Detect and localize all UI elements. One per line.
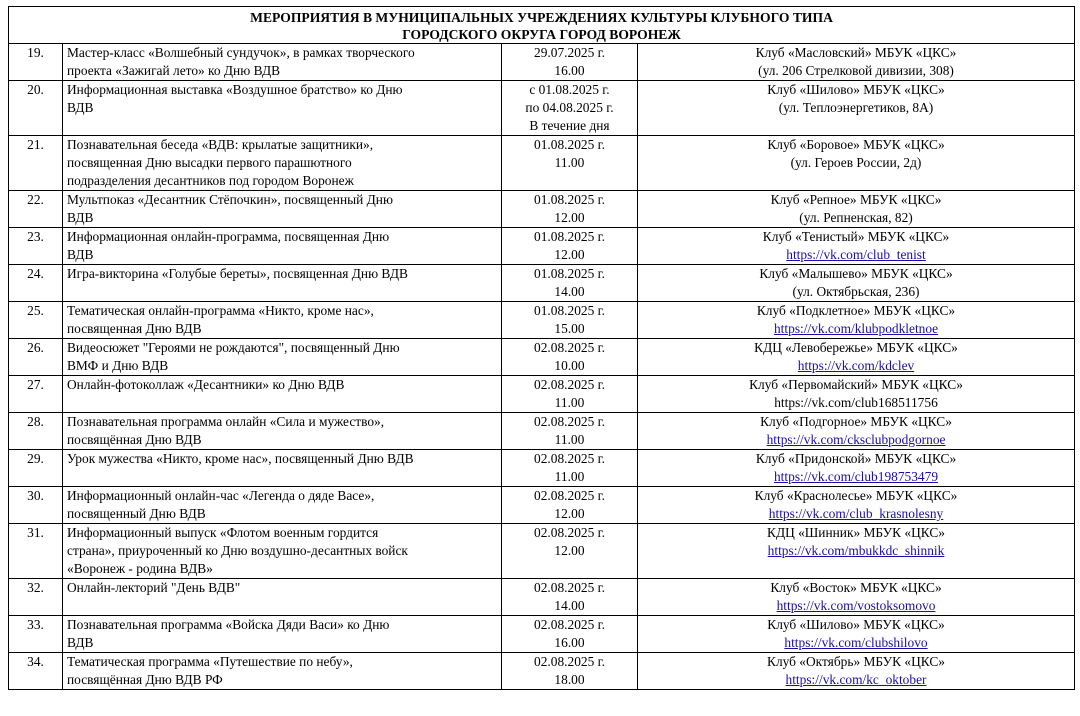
event-date-cell: [502, 413, 638, 450]
venue-name: Клуб «Тенистый» МБУК «ЦКС»: [762, 229, 950, 244]
venue-cell: [638, 653, 1075, 690]
event-name-line: Познавательная беседа «ВДВ: крылатые защитники»,: [67, 137, 374, 152]
event-date-cell: [502, 265, 638, 302]
event-name-line: Познавательная программа онлайн «Сила и мужество»,: [67, 414, 385, 429]
event-name-line: Игра-викторина «Голубые береты», посвященная Дню ВДВ: [67, 266, 408, 281]
event-date-cell: [502, 136, 638, 191]
event-date-line: 02.08.2025 г.: [534, 488, 605, 503]
table-row: [9, 339, 1075, 376]
venue-cell: [638, 616, 1075, 653]
table-header-row: [9, 7, 1075, 44]
event-name-line: проекта «Зажигай лето» ко Дню ВДВ: [67, 63, 281, 78]
event-name-line: ВДВ: [67, 100, 94, 115]
event-date-line: 01.08.2025 г.: [534, 303, 605, 318]
event-name-line: посвященная Дню ВДВ: [67, 321, 202, 336]
event-date-line: 02.08.2025 г.: [534, 617, 605, 632]
event-name-cell: [63, 376, 502, 413]
venue-cell: [638, 524, 1075, 579]
event-date-line: 12.00: [554, 543, 585, 558]
event-name-cell: [63, 81, 502, 136]
event-date-line: 12.00: [554, 247, 585, 262]
table-row: [9, 450, 1075, 487]
venue-link[interactable]: https://vk.com/club_krasnolesny: [768, 506, 944, 521]
event-date-line: 01.08.2025 г.: [534, 137, 605, 152]
venue-cell: [638, 228, 1075, 265]
event-name-line: Тематическая программа «Путешествие по небу»,: [67, 654, 353, 669]
event-name-cell: [63, 579, 502, 616]
event-name-line: Информационная онлайн-программа, посвященная Дню: [67, 229, 390, 244]
event-date-line: 02.08.2025 г.: [534, 414, 605, 429]
row-number: 34.: [9, 653, 63, 690]
venue-link[interactable]: https://vk.com/cksclubpodgornoe: [766, 432, 946, 447]
event-date-cell: [502, 228, 638, 265]
event-name-cell: [63, 339, 502, 376]
venue-address: (ул. Репненская, 82): [799, 210, 913, 225]
table-row: [9, 579, 1075, 616]
venue-cell: [638, 339, 1075, 376]
venue-link[interactable]: https://vk.com/kc_oktober: [785, 672, 927, 687]
event-name-line: Информационная выставка «Воздушное братство» ко Дню: [67, 82, 403, 97]
event-name-line: Урок мужества «Никто, кроме нас», посвященный Дню ВДВ: [67, 451, 414, 466]
row-number: 33.: [9, 616, 63, 653]
venue-cell: [638, 136, 1075, 191]
event-name-cell: [63, 136, 502, 191]
venue-cell: [638, 265, 1075, 302]
event-date-line: 02.08.2025 г.: [534, 580, 605, 595]
venue-cell: [638, 191, 1075, 228]
event-name-line: ВДВ: [67, 247, 94, 262]
venue-link[interactable]: https://vk.com/clubshilovo: [784, 635, 928, 650]
venue-name: Клуб «Шилово» МБУК «ЦКС»: [767, 617, 945, 632]
venue-address: (ул. Героев России, 2д): [790, 155, 922, 170]
venue-cell: [638, 302, 1075, 339]
table-row: [9, 524, 1075, 579]
event-date-line: 14.00: [554, 284, 585, 299]
row-number: 27.: [9, 376, 63, 413]
event-date-cell: [502, 302, 638, 339]
venue-cell: [638, 487, 1075, 524]
venue-link[interactable]: https://vk.com/mbukkdc_shinnik: [767, 543, 945, 558]
table-row: [9, 265, 1075, 302]
event-date-cell: [502, 524, 638, 579]
venue-address: (ул. 206 Стрелковой дивизии, 308): [758, 63, 954, 78]
event-date-cell: [502, 81, 638, 136]
event-date-line: В течение дня: [529, 118, 610, 133]
row-number: 22.: [9, 191, 63, 228]
venue-address: https://vk.com/club168511756: [774, 395, 938, 410]
event-name-line: посвященная Дню высадки первого парашютного: [67, 155, 352, 170]
venue-name: Клуб «Малышево» МБУК «ЦКС»: [759, 266, 953, 281]
event-date-line: 11.00: [554, 155, 585, 170]
event-name-line: ВДВ: [67, 635, 94, 650]
event-date-cell: [502, 653, 638, 690]
venue-name: Клуб «Краснолесье» МБУК «ЦКС»: [754, 488, 958, 503]
table-row: [9, 653, 1075, 690]
event-name-cell: [63, 524, 502, 579]
event-name-line: посвящённая Дню ВДВ: [67, 432, 202, 447]
table-row: [9, 228, 1075, 265]
event-name-cell: [63, 450, 502, 487]
table-row: [9, 376, 1075, 413]
venue-name: Клуб «Шилово» МБУК «ЦКС»: [767, 82, 945, 97]
event-name-line: подразделения десантников под городом Воронеж: [67, 173, 354, 188]
event-name-line: посвященный Дню ВДВ: [67, 506, 206, 521]
row-number: 31.: [9, 524, 63, 579]
event-name-line: страна», приуроченный ко Дню воздушно-десантных войск: [67, 543, 408, 558]
row-number: 25.: [9, 302, 63, 339]
event-date-line: 15.00: [554, 321, 585, 336]
venue-name: КДЦ «Левобережье» МБУК «ЦКС»: [754, 340, 958, 355]
events-table: [8, 6, 1075, 690]
event-date-line: 02.08.2025 г.: [534, 340, 605, 355]
event-date-line: 02.08.2025 г.: [534, 654, 605, 669]
event-date-line: 16.00: [554, 635, 585, 650]
row-number: 32.: [9, 579, 63, 616]
event-name-cell: [63, 413, 502, 450]
event-date-cell: [502, 450, 638, 487]
row-number: 23.: [9, 228, 63, 265]
event-name-cell: [63, 616, 502, 653]
title-line-1: МЕРОПРИЯТИЯ В МУНИЦИПАЛЬНЫХ УЧРЕЖДЕНИЯХ КУЛЬТУРЫ КЛУБНОГО ТИПА: [250, 10, 833, 25]
event-date-line: 29.07.2025 г.: [534, 45, 605, 60]
venue-link[interactable]: https://vk.com/club198753479: [773, 469, 939, 484]
event-date-line: 11.00: [554, 469, 585, 484]
event-date-line: с 01.08.2025 г.: [529, 82, 610, 97]
event-date-line: по 04.08.2025 г.: [525, 100, 614, 115]
event-name-line: ВМФ и Дню ВДВ: [67, 358, 169, 373]
venue-link[interactable]: https://vk.com/club_tenist: [786, 247, 926, 262]
venue-name: Клуб «Восток» МБУК «ЦКС»: [770, 580, 942, 595]
venue-link[interactable]: https://vk.com/kdclev: [797, 358, 915, 373]
event-date-line: 01.08.2025 г.: [534, 266, 605, 281]
event-name-line: Тематическая онлайн-программа «Никто, кроме нас»,: [67, 303, 374, 318]
venue-cell: [638, 44, 1075, 81]
event-date-line: 02.08.2025 г.: [534, 451, 605, 466]
event-date-cell: [502, 579, 638, 616]
event-name-line: Информационный выпуск «Флотом военным гордится: [67, 525, 379, 540]
event-name-cell: [63, 44, 502, 81]
event-name-line: Информационный онлайн-час «Легенда о дяде Васе»,: [67, 488, 375, 503]
event-name-line: ВДВ: [67, 210, 94, 225]
venue-address: (ул. Октябрьская, 236): [792, 284, 920, 299]
row-number: 28.: [9, 413, 63, 450]
event-date-line: 01.08.2025 г.: [534, 192, 605, 207]
event-name-line: Мультпоказ «Десантник Стёпочкин», посвященный Дню: [67, 192, 393, 207]
table-row: [9, 191, 1075, 228]
event-name-line: «Воронеж - родина ВДВ»: [67, 561, 213, 576]
row-number: 26.: [9, 339, 63, 376]
event-date-cell: [502, 616, 638, 653]
venue-name: Клуб «Боровое» МБУК «ЦКС»: [767, 137, 945, 152]
event-name-cell: [63, 487, 502, 524]
row-number: 20.: [9, 81, 63, 136]
event-date-line: 12.00: [554, 210, 585, 225]
venue-name: Клуб «Октябрь» МБУК «ЦКС»: [767, 654, 945, 669]
venue-address: (ул. Теплоэнергетиков, 8А): [778, 100, 934, 115]
venue-name: Клуб «Подклетное» МБУК «ЦКС»: [756, 303, 956, 318]
events-table-body: [9, 44, 1075, 690]
row-number: 21.: [9, 136, 63, 191]
venue-name: Клуб «Масловский» МБУК «ЦКС»: [755, 45, 957, 60]
event-name-line: Мастер-класс «Волшебный сундучок», в рамках творческого: [67, 45, 415, 60]
event-date-cell: [502, 44, 638, 81]
event-date-line: 11.00: [554, 432, 585, 447]
event-name-cell: [63, 228, 502, 265]
title-line-2: ГОРОДСКОГО ОКРУГА ГОРОД ВОРОНЕЖ: [402, 27, 681, 42]
event-date-line: 01.08.2025 г.: [534, 229, 605, 244]
table-row: [9, 44, 1075, 81]
event-date-line: 16.00: [554, 63, 585, 78]
event-date-cell: [502, 376, 638, 413]
row-number: 30.: [9, 487, 63, 524]
venue-cell: [638, 579, 1075, 616]
venue-name: Клуб «Придонской» МБУК «ЦКС»: [755, 451, 957, 466]
event-name-cell: [63, 653, 502, 690]
table-row: [9, 136, 1075, 191]
venue-link[interactable]: https://vk.com/klubpodkletnoe: [773, 321, 939, 336]
event-date-line: 02.08.2025 г.: [534, 525, 605, 540]
venue-cell: [638, 81, 1075, 136]
event-date-line: 10.00: [554, 358, 585, 373]
table-row: [9, 81, 1075, 136]
table-row: [9, 302, 1075, 339]
row-number: 19.: [9, 44, 63, 81]
event-date-line: 14.00: [554, 598, 585, 613]
event-date-cell: [502, 487, 638, 524]
event-date-cell: [502, 339, 638, 376]
event-date-line: 02.08.2025 г.: [534, 377, 605, 392]
venue-cell: [638, 450, 1075, 487]
venue-name: Клуб «Первомайский» МБУК «ЦКС»: [749, 377, 963, 392]
event-date-line: 18.00: [554, 672, 585, 687]
event-name-line: Онлайн-лекторий "День ВДВ": [67, 580, 241, 595]
event-name-line: Онлайн-фотоколлаж «Десантники» ко Дню ВДВ: [67, 377, 345, 392]
event-name-cell: [63, 302, 502, 339]
venue-name: Клуб «Подгорное» МБУК «ЦКС»: [760, 414, 952, 429]
venue-name: Клуб «Репное» МБУК «ЦКС»: [770, 192, 942, 207]
row-number: 29.: [9, 450, 63, 487]
table-row: [9, 616, 1075, 653]
venue-cell: [638, 376, 1075, 413]
event-name-cell: [63, 191, 502, 228]
event-date-line: 12.00: [554, 506, 585, 521]
event-name-line: Видеосюжет "Героями не рождаются", посвященный Дню: [67, 340, 400, 355]
row-number: 24.: [9, 265, 63, 302]
event-date-cell: [502, 191, 638, 228]
venue-cell: [638, 413, 1075, 450]
event-name-cell: [63, 265, 502, 302]
table-row: [9, 413, 1075, 450]
event-date-line: 11.00: [554, 395, 585, 410]
event-name-line: посвящённая Дню ВДВ РФ: [67, 672, 223, 687]
table-row: [9, 487, 1075, 524]
event-name-line: Познавательная программа «Войска Дяди Васи» ко Дню: [67, 617, 390, 632]
venue-name: КДЦ «Шинник» МБУК «ЦКС»: [767, 525, 945, 540]
venue-link[interactable]: https://vk.com/vostoksomovo: [776, 598, 936, 613]
table-title: [9, 7, 1075, 44]
